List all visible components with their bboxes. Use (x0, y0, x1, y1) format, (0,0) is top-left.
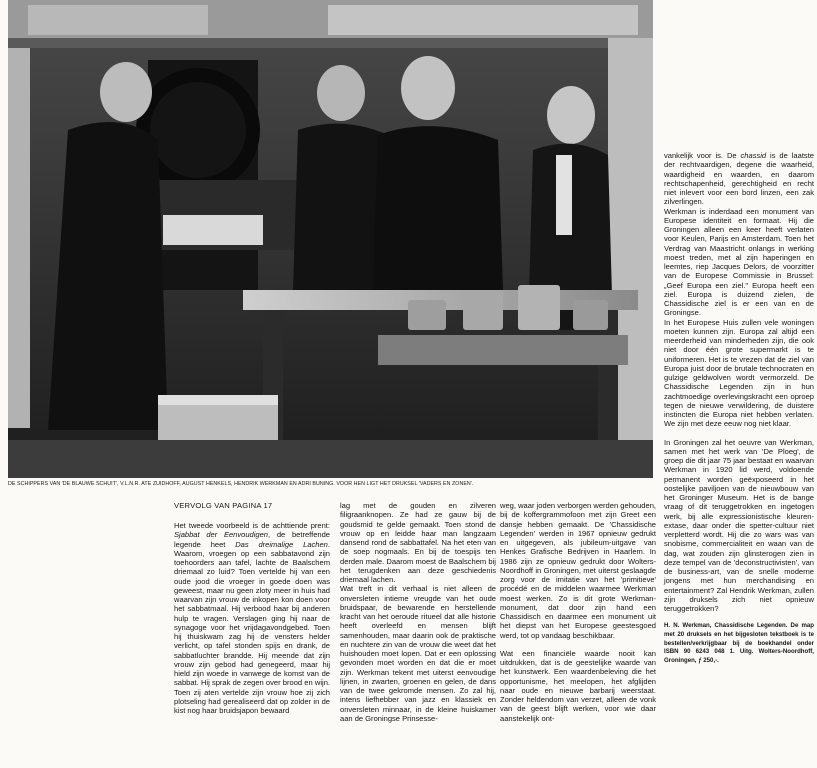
paragraph (174, 521, 330, 715)
photo-caption: DE SCHIPPERS VAN 'DE BLAUWE SCHUIT', V.L.N.R. ATE ZUIDHOFF, AUGUST HENKELS, HENDRIK WERKMAN EN ADRI BUNING. VOOR HEN LIGT HET DRUKSEL 'VADERS EN ZONEN'. (8, 481, 474, 487)
paragraph: Wat een financiële waarde nooit kan uitdrukken, dat is de geestelijke waarde van het kunstwerk. Een waardenbeleving die het opportunisme, het meelopen, het afglijden naar oude en nieuwe barbarij weerstaat. Zonder heldendom van verzet, alleen de vonk van de geest blijft werken, voor wie daar aanstekelijk ont- (500, 648, 656, 723)
text-run: Het tweede voorbeeld is de achttiende prent: (174, 521, 330, 530)
paragraph: In het Europese Huis zullen vele woningen moeten kunnen zijn. Europa zal altijd een meerderheid van minderheden zijn, die ook niet door één grote supermarkt is te uniformeren. Het is te vrezen dat de ziel van Europa juist door de brutale technocraten en gulzige geldwolven wordt vermorzeld. De Chassidische Legenden zijn in hun zachtmoedige overlevingskracht een oproep tegen de nieuwe verwildering, de duistere instincten die Europa niet hebben verlaten. We zijn met deze eeuw nog niet klaar. (664, 317, 814, 429)
article-column-1 (174, 521, 330, 715)
historical-photo (8, 0, 653, 478)
paragraph: lag met de gouden en zilveren filigraanknopen. Ze had ze gauw bij de goudsmid te gelde gemaakt. Toen stond de vrouw op en leidde haar man langzaam dansend rond de sabbattafel. Na het eten van de soep nogmaals. En bij de toespijs ten derden male. Daarom moest de Baalschem bij het terugdenken aan deze geschiedenis driemaal lachen. (340, 501, 496, 584)
title-italic: Sjabbat der Eenvoudigen (174, 530, 269, 540)
text-run: vankelijk voor is. De (664, 151, 741, 160)
paragraph: weg, waar joden verborgen werden gehouden, bij de koffergrammofoon met zijn Greet een dansje hebben gemaakt. De 'Chassidische Legenden' werden in 1967 opnieuw gedrukt en uitgegeven, als jubileum-uitgave van Henkes Grafische Bedrijven in Haarlem. In 1986 zijn ze opnieuw gedrukt door Wolters-Noordhoff in Groningen, met uiterst geslaagde zorg voor de imitatie van het 'primitieve' procédé en de middelen waarmee Werkman moest werken. Zo is dit grote Werkman-monument, dat door zijn hand een Chassidisch en daarmee een monument uit het diepst van het Europese geestesgoed werd, tot op vandaag beschikbaar. (500, 501, 656, 640)
article-column-3 (500, 501, 656, 723)
paragraph: In Groningen zal het oeuvre van Werkman, samen met het werk van 'De Ploeg', de groep die dit jaar 75 jaar bestaat en waarvan Werkman in 1920 lid werd, voldoende permanent worden geëxposeerd in het oostelijke paviljoen van de nieuwbouw van het Groninger Museum. Het is de bange vraag of dit teruggetrokken en ingetogen werk, bij alle expressionistische kleuren-extase, daar onder die spetter-cultuur niet verpletterd wordt. Hij die zo wars was van snobisme, commercialiteit en waan van de dag, wat zouden zijn glinsterogen zien in deze tempel van de 'deconstructivisten', van de business-art, van de snelle moderne jongens met hun merchandising en entertainment? Zal Hendrik Werkman, zullen zijn druksels zich niet opnieuw teruggetrokken? (664, 437, 814, 613)
text-run: , de betreffende legende heet (174, 530, 330, 549)
article-column-4 (664, 151, 814, 666)
paragraph (664, 151, 814, 207)
title-italic: Das dreimalige Lachen (235, 539, 328, 549)
photo-illustration (8, 0, 653, 478)
article-column-2 (340, 501, 496, 723)
term-italic: chassid (740, 151, 767, 160)
paragraph: Wat treft in dit verhaal is niet alleen de onversleten intieme vreugde van het oude bruidspaar, de bewarende en herstellende kracht van het oeroude ritueel dat alle historie heeft overleefd en mensen blijft samenhouden, maar daarin ook de praktische en nuchtere zin van de vrouw die weet dat het huishouden moet lopen. Dat er een oplossing gevonden moet worden en dat die er moet zijn. Werkman tekent met uiterst eenvoudige lijnen, in zwarten, groenen en gelen, de dans van de twee gekromde mensen. Zo zal hij, intens liefhebber van jazz en klassiek en onversleten minnaar, in de kleine huiskamer aan de Groningse Prinsesse- (340, 584, 496, 723)
bibliography-note: H. N. Werkman, Chassidische Legenden. De map met 20 druksels en het bijgesloten tekstboek is te bestellen/verkrijgbaar bij de boekhandel onder ISBN 90 6243 048 1. Uitg. Wolters-Noordhoff, Groningen, ƒ 250,-. (664, 622, 814, 665)
text-run: is de laatste der rechtvaardigen, degene die waarheid, waardigheid en waarden, en daarom rechtschapenheid, gerechtigheid en recht niet inlevert voor een bord linzen, een zak zilverlingen. (664, 151, 814, 207)
paragraph: Werkman is inderdaad een monument van Europese identiteit en formaat. Hij die Groningen alleen een keer heeft verlaten voor Keulen, Parijs en Amsterdam. Toen het Verdrag van Maastricht onlangs in werking moest treden, met al zijn haperingen en leemtes, riep Jacques Delors, de voorzitter van de Europese Commissie in Brussel: „Geef Europa een ziel." Europa heeft een ziel. Europa is duizend zielen, de Chassidische ziel is er een van en de Groningse. (664, 206, 814, 318)
continued-from-heading: VERVOLG VAN PAGINA 17 (174, 501, 273, 510)
text-run: . Waarom, vroegen op een sabbatavond zijn toehoorders aan tafel, lachte de Baalschem driemaal zo luid? Toen vertelde hij van een oude jood die vroeger in goede doen was geweest, maar nu geen zloty meer in huis had waarvan zijn vrouw de inkopen kon doen voor het sabbatmaal. Hij verbood haar bij anderen hulp te vragen. Verslagen ging hij naar de synagoge voor het vrijdagavondgebed. Toen hij thuiskwam zag hij de vensters helder verlicht, op tafel stonden spijs en drank, de sabbatluchter brandde. Hij meende dat zijn vrouw zijn gebod had genegeerd, maar hij hield zijn woede in vanwege de komst van de sabbat. Hij sprak de zegen over brood en wijn. Toen zij aten vertelde zijn vrouw hoe zij zich plotseling had gerealiseerd dat op zolder in de kist nog haar bruidsjapon bewaard (174, 539, 330, 715)
